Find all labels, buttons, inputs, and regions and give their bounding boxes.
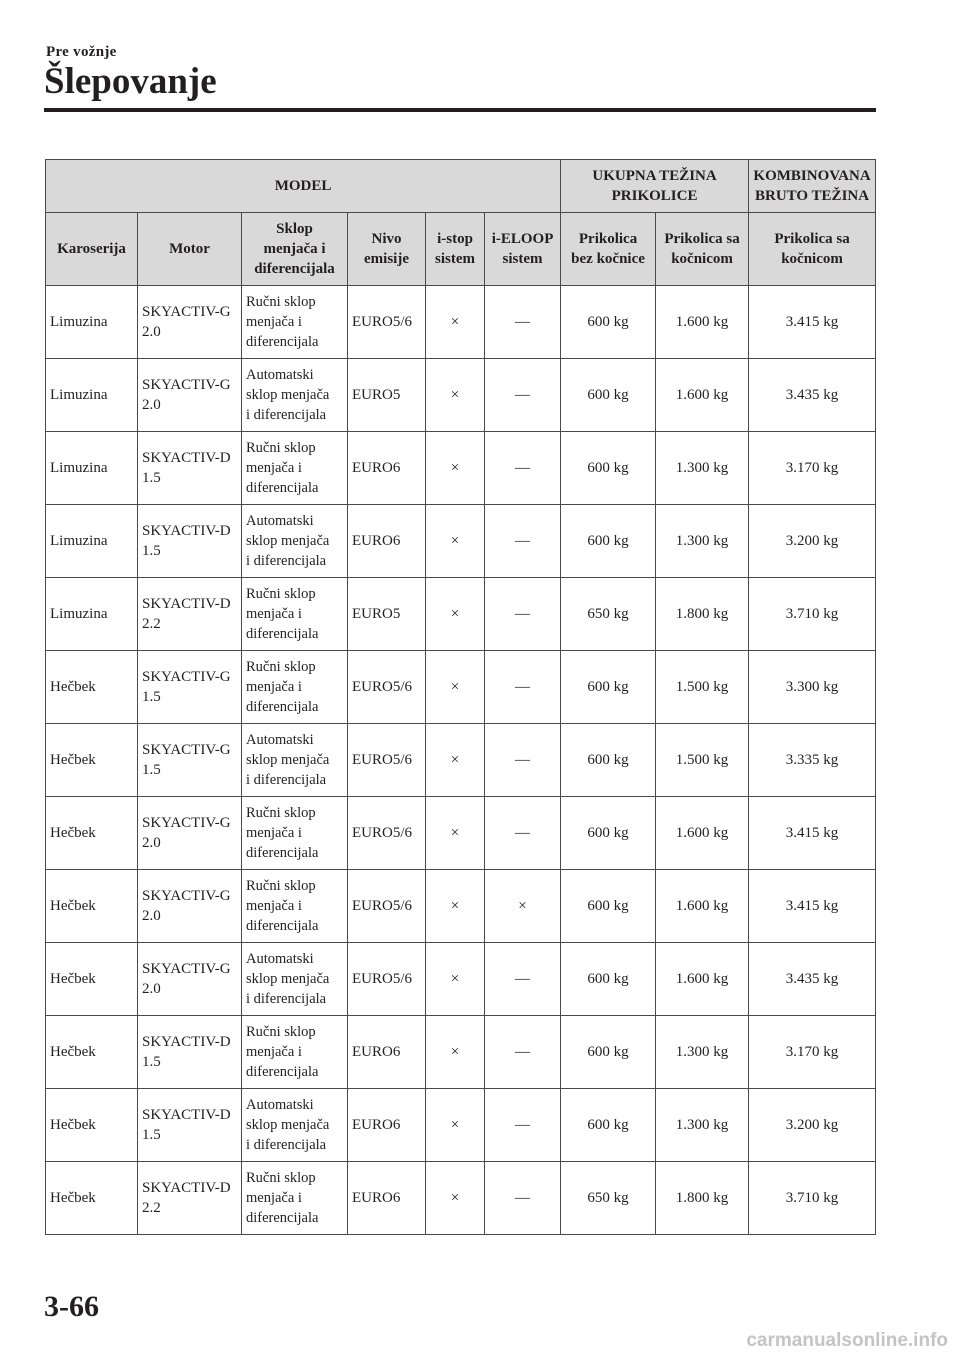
cell-body: Limuzina [46,286,138,359]
col-header-istop: i-stop sistem [426,213,485,286]
cell-engine: SKYACTIV-G 2.0 [138,359,242,432]
cell-istop: × [426,578,485,651]
header-combined-gross-weight: KOMBINOVANA BRUTO TEŽINA [749,160,876,213]
cell-body: Hečbek [46,724,138,797]
cell-combined: 3.200 kg [749,1089,876,1162]
cell-engine: SKYACTIV-G 1.5 [138,651,242,724]
page-title: Šlepovanje [44,61,217,102]
table-row [46,724,876,797]
cell-ieloop: — [485,797,561,870]
col-header-emission: Nivo emisije [348,213,426,286]
cell-transmission: Ručni sklop menjača i diferencijala [242,286,348,359]
cell-emission: EURO6 [348,432,426,505]
col-header-transmission: Sklop menjača i diferencijala [242,213,348,286]
cell-combined: 3.335 kg [749,724,876,797]
cell-body: Hečbek [46,943,138,1016]
cell-braked: 1.300 kg [656,505,749,578]
cell-istop: × [426,432,485,505]
cell-braked: 1.300 kg [656,432,749,505]
table-row [46,797,876,870]
cell-unbraked: 600 kg [561,432,656,505]
cell-istop: × [426,505,485,578]
cell-combined: 3.415 kg [749,870,876,943]
cell-unbraked: 600 kg [561,724,656,797]
cell-transmission: Automatski sklop menjača i diferencijala [242,943,348,1016]
cell-braked: 1.500 kg [656,724,749,797]
cell-emission: EURO5 [348,359,426,432]
cell-unbraked: 600 kg [561,286,656,359]
cell-istop: × [426,1089,485,1162]
table-row [46,1162,876,1235]
cell-combined: 3.710 kg [749,578,876,651]
cell-istop: × [426,943,485,1016]
cell-braked: 1.800 kg [656,1162,749,1235]
cell-ieloop: — [485,432,561,505]
cell-braked: 1.600 kg [656,286,749,359]
cell-emission: EURO5/6 [348,286,426,359]
cell-transmission: Ručni sklop menjača i diferencijala [242,651,348,724]
col-header-engine: Motor [138,213,242,286]
cell-transmission: Ručni sklop menjača i diferencijala [242,870,348,943]
cell-engine: SKYACTIV-G 1.5 [138,724,242,797]
cell-ieloop: — [485,505,561,578]
cell-combined: 3.435 kg [749,359,876,432]
table-row [46,651,876,724]
cell-ieloop: — [485,651,561,724]
cell-ieloop: — [485,359,561,432]
cell-combined: 3.435 kg [749,943,876,1016]
cell-unbraked: 650 kg [561,1162,656,1235]
cell-ieloop: — [485,724,561,797]
cell-ieloop: — [485,1089,561,1162]
cell-transmission: Automatski sklop menjača i diferencijala [242,1089,348,1162]
cell-combined: 3.300 kg [749,651,876,724]
header-model: MODEL [46,160,561,213]
table-row [46,1089,876,1162]
cell-body: Hečbek [46,1162,138,1235]
cell-body: Hečbek [46,1016,138,1089]
cell-unbraked: 600 kg [561,1089,656,1162]
cell-engine: SKYACTIV-G 2.0 [138,943,242,1016]
col-header-body: Karoserija [46,213,138,286]
title-rule [44,108,876,112]
cell-ieloop: — [485,286,561,359]
cell-unbraked: 600 kg [561,505,656,578]
cell-body: Limuzina [46,578,138,651]
cell-transmission: Automatski sklop menjača i diferencijala [242,724,348,797]
group-header-row [46,160,876,213]
cell-emission: EURO5/6 [348,943,426,1016]
towing-capacity-table [45,159,876,1235]
table-row [46,432,876,505]
watermark: carmanualsonline.info [746,1330,948,1351]
page-number: 3-66 [44,1290,99,1323]
cell-body: Hečbek [46,870,138,943]
table-row [46,505,876,578]
cell-braked: 1.600 kg [656,870,749,943]
header-total-trailer-weight: UKUPNA TEŽINA PRIKOLICE [561,160,749,213]
cell-unbraked: 600 kg [561,943,656,1016]
cell-transmission: Ručni sklop menjača i diferencijala [242,432,348,505]
cell-engine: SKYACTIV-G 2.0 [138,286,242,359]
cell-combined: 3.710 kg [749,1162,876,1235]
cell-emission: EURO6 [348,1162,426,1235]
cell-istop: × [426,286,485,359]
cell-ieloop: — [485,1016,561,1089]
cell-engine: SKYACTIV-D 1.5 [138,1016,242,1089]
cell-braked: 1.600 kg [656,943,749,1016]
cell-engine: SKYACTIV-D 2.2 [138,1162,242,1235]
section-label: Pre vožnje [46,44,117,60]
cell-unbraked: 600 kg [561,359,656,432]
col-header-combined-braked-trailer: Prikolica sa kočnicom [749,213,876,286]
cell-body: Limuzina [46,359,138,432]
cell-combined: 3.415 kg [749,286,876,359]
cell-engine: SKYACTIV-D 1.5 [138,432,242,505]
cell-istop: × [426,870,485,943]
cell-istop: × [426,651,485,724]
cell-istop: × [426,797,485,870]
cell-emission: EURO6 [348,1089,426,1162]
cell-transmission: Ručni sklop menjača i diferencijala [242,797,348,870]
cell-emission: EURO5/6 [348,651,426,724]
cell-combined: 3.200 kg [749,505,876,578]
cell-istop: × [426,1162,485,1235]
cell-body: Hečbek [46,797,138,870]
cell-ieloop: × [485,870,561,943]
cell-emission: EURO6 [348,1016,426,1089]
cell-istop: × [426,359,485,432]
cell-emission: EURO6 [348,505,426,578]
cell-body: Limuzina [46,505,138,578]
cell-ieloop: — [485,1162,561,1235]
table-row [46,1016,876,1089]
cell-combined: 3.415 kg [749,797,876,870]
table-body [46,286,876,1235]
cell-engine: SKYACTIV-D 1.5 [138,1089,242,1162]
cell-braked: 1.600 kg [656,359,749,432]
table-row [46,359,876,432]
cell-combined: 3.170 kg [749,432,876,505]
cell-transmission: Ručni sklop menjača i diferencijala [242,1016,348,1089]
cell-body: Hečbek [46,651,138,724]
cell-ieloop: — [485,943,561,1016]
cell-braked: 1.300 kg [656,1089,749,1162]
col-header-ieloop: i-ELOOP sistem [485,213,561,286]
cell-unbraked: 650 kg [561,578,656,651]
cell-unbraked: 600 kg [561,797,656,870]
cell-braked: 1.500 kg [656,651,749,724]
cell-transmission: Ručni sklop menjača i diferencijala [242,1162,348,1235]
cell-braked: 1.800 kg [656,578,749,651]
cell-emission: EURO5/6 [348,870,426,943]
cell-engine: SKYACTIV-D 1.5 [138,505,242,578]
cell-braked: 1.600 kg [656,797,749,870]
table-row [46,870,876,943]
cell-combined: 3.170 kg [749,1016,876,1089]
cell-transmission: Ručni sklop menjača i diferencijala [242,578,348,651]
cell-emission: EURO5/6 [348,797,426,870]
cell-engine: SKYACTIV-G 2.0 [138,797,242,870]
cell-transmission: Automatski sklop menjača i diferencijala [242,359,348,432]
cell-emission: EURO5 [348,578,426,651]
table-row [46,578,876,651]
cell-istop: × [426,1016,485,1089]
cell-body: Limuzina [46,432,138,505]
cell-ieloop: — [485,578,561,651]
col-header-unbraked-trailer: Prikolica bez kočnice [561,213,656,286]
table-row [46,943,876,1016]
cell-unbraked: 600 kg [561,870,656,943]
column-header-row [46,213,876,286]
cell-istop: × [426,724,485,797]
cell-body: Hečbek [46,1089,138,1162]
col-header-braked-trailer: Prikolica sa kočnicom [656,213,749,286]
table-row [46,286,876,359]
cell-braked: 1.300 kg [656,1016,749,1089]
cell-unbraked: 600 kg [561,651,656,724]
cell-transmission: Automatski sklop menjača i diferencijala [242,505,348,578]
cell-unbraked: 600 kg [561,1016,656,1089]
cell-engine: SKYACTIV-D 2.2 [138,578,242,651]
cell-emission: EURO5/6 [348,724,426,797]
cell-engine: SKYACTIV-G 2.0 [138,870,242,943]
